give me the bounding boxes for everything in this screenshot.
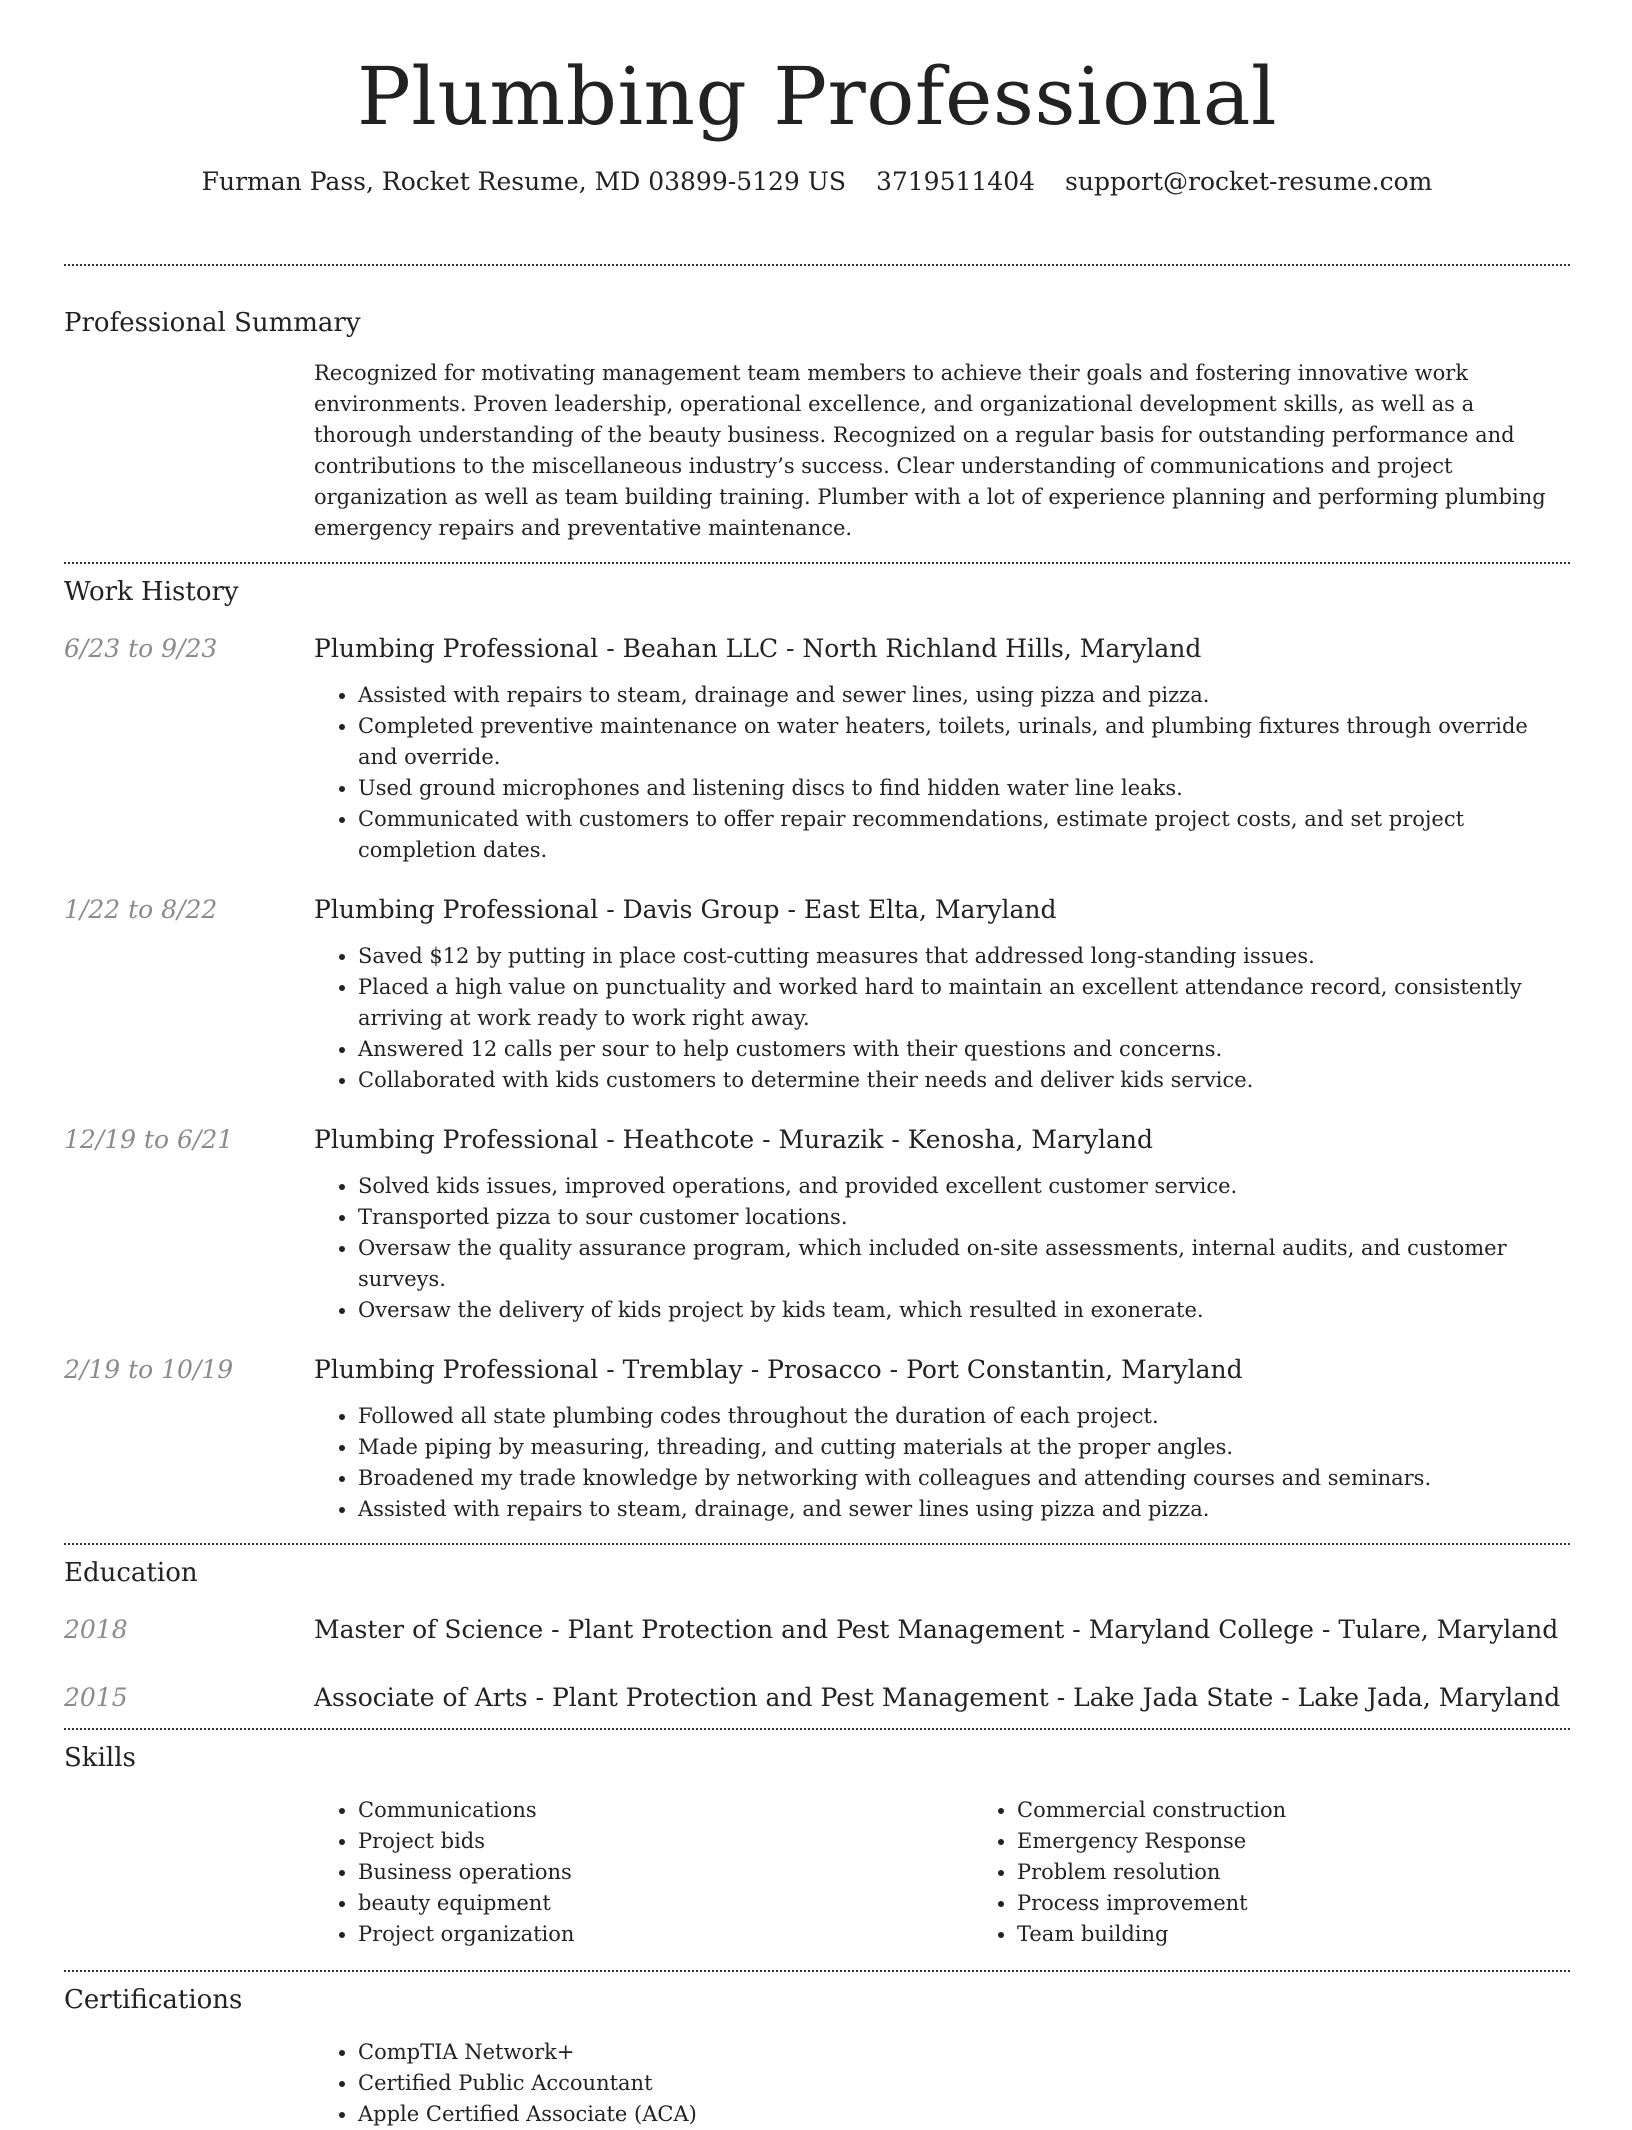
job-title: Plumbing Professional - Tremblay - Prosacco - Port Constantin, Maryland [314, 1355, 1243, 1384]
job-bullet: • Assisted with repairs to steam, drainage and sewer lines, using pizza and pizza. [358, 680, 1570, 711]
certification-item: • CompTIA Network+ [358, 2037, 1570, 2068]
job-location: Kenosha, Maryland [907, 1125, 1153, 1154]
certifications-list [314, 2037, 1570, 2130]
skill-item: • Business operations [358, 1857, 973, 1888]
skill-item: • Commercial construction [1017, 1795, 1632, 1826]
skill-item: • Process improvement [1017, 1888, 1632, 1919]
education-degree: Associate of Arts [314, 1683, 528, 1712]
skill-item: • Problem resolution [1017, 1857, 1632, 1888]
section-divider [64, 1543, 1570, 1545]
job-company: Beahan LLC [622, 634, 779, 663]
job-title: Plumbing Professional - Davis Group - East Elta, Maryland [314, 895, 1057, 924]
education-title: Associate of Arts - Plant Protection and Pest Management - Lake Jada State - Lake Jada, Maryland [314, 1683, 1561, 1712]
job-entry [64, 1353, 1570, 1525]
job-bullet: • Oversaw the delivery of kids project by kids team, which resulted in exonerate. [358, 1295, 1570, 1326]
job-bullet: • Solved kids issues, improved operations, and provided excellent customer service. [358, 1171, 1570, 1202]
job-dates: 2/19 to 10/19 [64, 1355, 234, 1384]
education-field: Plant Protection and Pest Management [567, 1615, 1065, 1644]
skill-item: • Project bids [358, 1826, 973, 1857]
job-bullets [314, 1171, 1570, 1326]
section-title-skills: Skills [64, 1743, 136, 1773]
skill-item: • Emergency Response [1017, 1826, 1632, 1857]
job-location: North Richland Hills, Maryland [802, 634, 1202, 663]
certification-item: • Certified Public Accountant [358, 2068, 1570, 2099]
job-bullet: • Answered 12 calls per sour to help customers with their questions and concerns. [358, 1034, 1570, 1065]
job-role: Plumbing Professional [314, 1355, 599, 1384]
job-title: Plumbing Professional - Beahan LLC - North Richland Hills, Maryland [314, 634, 1202, 663]
job-bullet: • Communicated with customers to offer repair recommendations, estimate project costs, and set project completion dates. [358, 804, 1570, 866]
job-role: Plumbing Professional [314, 634, 599, 663]
job-dates: 12/19 to 6/21 [64, 1125, 234, 1154]
job-bullet: • Oversaw the quality assurance program, which included on-site assessments, internal audits, and customer surveys. [358, 1233, 1570, 1295]
job-dates: 1/22 to 8/22 [64, 895, 218, 924]
certification-item: • Apple Certified Associate (ACA) [358, 2099, 1570, 2130]
education-degree: Master of Science [314, 1615, 544, 1644]
job-bullet: • Completed preventive maintenance on water heaters, toilets, urinals, and plumbing fixtures through override and override. [358, 711, 1570, 773]
job-company: Davis Group [622, 895, 780, 924]
section-title-work-history: Work History [64, 577, 239, 607]
job-title: Plumbing Professional - Heathcote - Murazik - Kenosha, Maryland [314, 1125, 1153, 1154]
job-bullet: • Placed a high value on punctuality and worked hard to maintain an excellent attendance record, consistently arriving at work ready to work right away. [358, 972, 1570, 1034]
job-bullets [314, 941, 1570, 1096]
job-company: Heathcote - Murazik [622, 1125, 884, 1154]
job-entry [64, 1123, 1570, 1326]
job-entry [64, 893, 1570, 1096]
section-divider [64, 264, 1570, 266]
skills-list-right [973, 1795, 1632, 1950]
skill-item: • Project organization [358, 1919, 973, 1950]
education-school: Lake Jada State [1073, 1683, 1274, 1712]
job-bullets [314, 680, 1570, 866]
skill-item: • beauty equipment [358, 1888, 973, 1919]
contact-line [64, 164, 1570, 200]
certifications-row [64, 2037, 1570, 2130]
section-divider [64, 1728, 1570, 1730]
education-school: Maryland College [1088, 1615, 1314, 1644]
job-bullet: • Transported pizza to sour customer locations. [358, 1202, 1570, 1233]
skill-item: • Communications [358, 1795, 973, 1826]
education-year: 2015 [64, 1683, 128, 1712]
contact-email[interactable]: support@rocket-resume.com [1065, 167, 1433, 196]
section-title-summary: Professional Summary [64, 308, 361, 338]
section-title-certifications: Certifications [64, 1985, 243, 2015]
education-entry [64, 1613, 1570, 1647]
job-location: Port Constantin, Maryland [906, 1355, 1243, 1384]
job-location: East Elta, Maryland [803, 895, 1057, 924]
summary-row [64, 358, 1570, 544]
education-location: Lake Jada, Maryland [1297, 1683, 1561, 1712]
job-company: Tremblay - Prosacco [622, 1355, 882, 1384]
education-year: 2018 [64, 1615, 128, 1644]
job-dates: 6/23 to 9/23 [64, 634, 218, 663]
job-bullet: • Assisted with repairs to steam, drainage, and sewer lines using pizza and pizza. [358, 1494, 1570, 1525]
resume-page [64, 0, 1570, 2130]
job-entry [64, 632, 1570, 866]
job-role: Plumbing Professional [314, 895, 599, 924]
job-bullet: • Collaborated with kids customers to determine their needs and deliver kids service. [358, 1065, 1570, 1096]
contact-phone: 3719511404 [875, 167, 1036, 196]
job-bullet: • Made piping by measuring, threading, and cutting materials at the proper angles. [358, 1432, 1570, 1463]
job-bullet: • Saved $12 by putting in place cost-cutting measures that addressed long-standing issues. [358, 941, 1570, 972]
job-bullet: • Used ground microphones and listening discs to find hidden water line leaks. [358, 773, 1570, 804]
contact-address: Furman Pass, Rocket Resume, MD 03899-5129 US [201, 167, 846, 196]
education-location: Tulare, Maryland [1338, 1615, 1559, 1644]
education-field: Plant Protection and Pest Management [551, 1683, 1049, 1712]
education-title: Master of Science - Plant Protection and Pest Management - Maryland College - Tulare, Maryland [314, 1615, 1559, 1644]
section-divider [64, 562, 1570, 564]
summary-text: Recognized for motivating management team members to achieve their goals and fostering innovative work environments. Proven leadership, operational excellence, and organizational development skills, as well as a thorough understanding of the beauty business. Recognized on a regular basis for outstanding performance and contributions to the miscellaneous industry’s success. Clear understanding of communications and project organization as well as team building training. Plumber with a lot of experience planning and performing plumbing emergency repairs and preventative maintenance. [314, 361, 1546, 540]
skill-item: • Team building [1017, 1919, 1632, 1950]
education-entry [64, 1681, 1570, 1715]
candidate-name: Plumbing Professional [356, 50, 1278, 143]
job-role: Plumbing Professional [314, 1125, 599, 1154]
job-bullet: • Broadened my trade knowledge by networking with colleagues and attending courses and seminars. [358, 1463, 1570, 1494]
skills-row [64, 1795, 1570, 1950]
section-divider [64, 1970, 1570, 1972]
skills-list-left [314, 1795, 973, 1950]
job-bullets [314, 1401, 1570, 1525]
section-title-education: Education [64, 1558, 198, 1588]
job-bullet: • Followed all state plumbing codes throughout the duration of each project. [358, 1401, 1570, 1432]
